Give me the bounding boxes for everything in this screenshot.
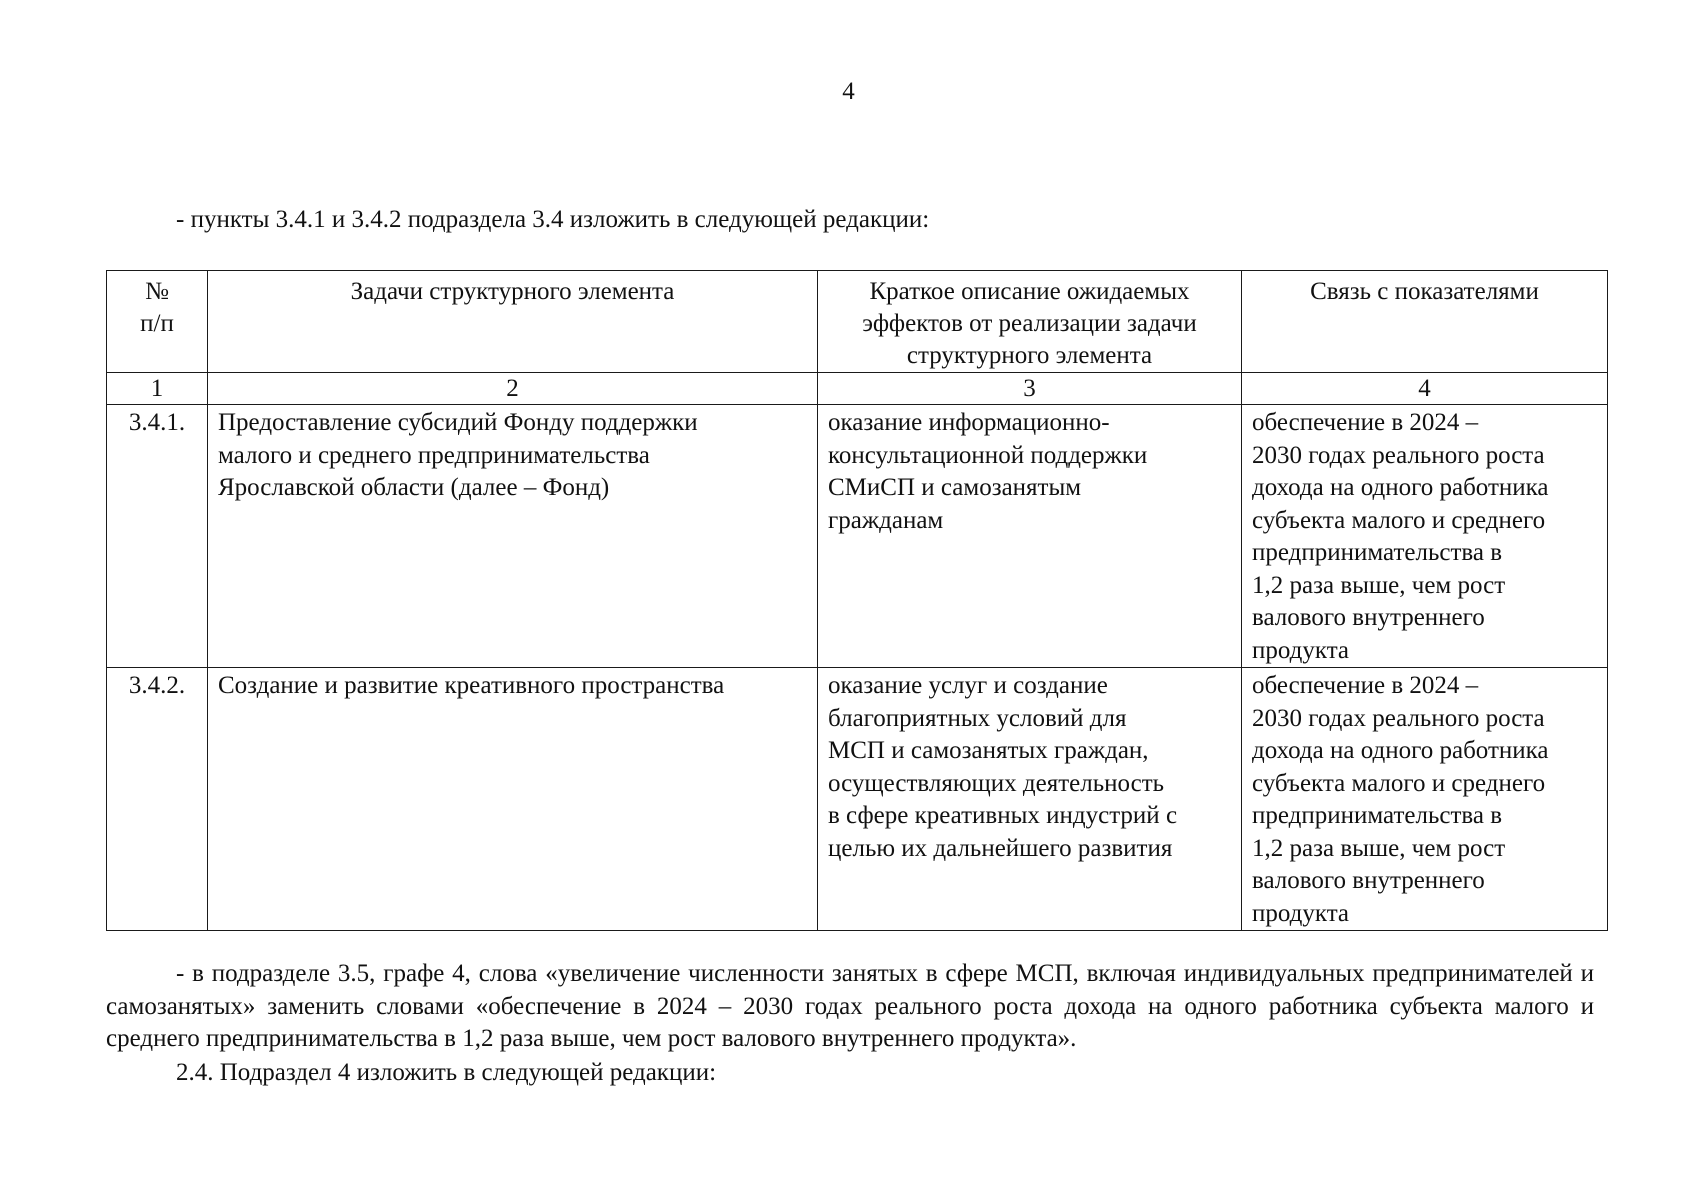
row-indicators	[1242, 668, 1608, 931]
header-number	[107, 271, 208, 373]
column-number: 2	[208, 373, 818, 405]
text-line: в сфере креативных индустрий с	[828, 802, 1178, 829]
text-line: продукта	[1252, 899, 1350, 927]
text-line: оказание информационно-	[828, 409, 1110, 436]
table-row	[107, 668, 1608, 931]
column-number: 1	[107, 373, 208, 405]
text-line: 2030 годах реального роста	[1252, 704, 1545, 732]
text-line: осуществляющих деятельность	[828, 769, 1165, 797]
header-tasks	[208, 271, 818, 373]
column-number: 4	[1242, 373, 1608, 405]
text-line: Ярославской области (далее – Фонд)	[218, 474, 610, 501]
text-line: Предоставление субсидий Фонду поддержки	[218, 409, 698, 436]
text-line: предпринимательства в	[1252, 539, 1503, 566]
text-line: гражданам	[828, 506, 944, 534]
table-row	[107, 405, 1608, 668]
header-number-line: п/п	[140, 310, 174, 337]
text-line: продукта	[1252, 636, 1350, 664]
header-tasks-line: Задачи структурного элемента	[350, 278, 675, 305]
row-effects	[818, 668, 1242, 931]
text-line: консультационной поддержки	[828, 441, 1148, 469]
row-number: 3.4.2.	[107, 668, 208, 931]
header-effects-line: эффектов от реализации задачи	[862, 310, 1197, 337]
section-paragraph: 2.4. Подраздел 4 изложить в следующей редакции:	[176, 1059, 717, 1086]
header-effects-line: структурного элемента	[906, 342, 1153, 369]
header-effects-line: Краткое описание ожидаемых	[869, 278, 1190, 305]
text-line: 1,2 раза выше, чем рост	[1252, 834, 1506, 862]
text-line: оказание услуг и создание	[828, 672, 1108, 699]
text-line: обеспечение в 2024 –	[1252, 672, 1479, 699]
row-task	[208, 668, 818, 931]
row-task	[208, 405, 818, 668]
tasks-table	[106, 270, 1608, 931]
text-line: 2030 годах реального роста	[1252, 441, 1545, 469]
table-header-row	[107, 271, 1608, 373]
amendment-paragraph: - в подразделе 3.5, графе 4, слова «увеличение численности занятых в сфере МСП, включая индивидуальных предпринимателей и самозанятых» заменить словами «обеспечение в 2024 – 2030 годах реального роста дохода на одного работника субъекта малого и среднего предпринимательства в 1,2 раза выше, чем рост валового внутреннего продукта».	[106, 960, 1594, 1052]
text-line: Создание и развитие креативного пространства	[218, 672, 725, 699]
header-number-line: №	[145, 278, 169, 305]
column-numbers-row	[107, 373, 1608, 405]
text-line: малого и среднего предпринимательства	[218, 441, 650, 469]
text-line: 1,2 раза выше, чем рост	[1252, 571, 1506, 599]
text-line: субъекта малого и среднего	[1252, 506, 1546, 534]
text-line: валового внутреннего	[1252, 604, 1485, 631]
page-number: 4	[842, 78, 855, 105]
column-number: 3	[818, 373, 1242, 405]
row-number: 3.4.1.	[107, 405, 208, 668]
header-indicators	[1242, 271, 1608, 373]
text-line: СМиСП и самозанятым	[828, 474, 1082, 501]
intro-text: - пункты 3.4.1 и 3.4.2 подраздела 3.4 изложить в следующей редакции:	[176, 206, 930, 233]
text-line: МСП и самозанятых граждан,	[828, 737, 1149, 764]
text-line: дохода на одного работника	[1252, 737, 1549, 764]
header-effects	[818, 271, 1242, 373]
text-line: обеспечение в 2024 –	[1252, 409, 1479, 436]
header-indicators-line: Связь с показателями	[1310, 278, 1539, 305]
text-line: дохода на одного работника	[1252, 474, 1549, 501]
row-effects	[818, 405, 1242, 668]
text-line: субъекта малого и среднего	[1252, 769, 1546, 797]
text-line: благоприятных условий для	[828, 704, 1127, 732]
text-line: целью их дальнейшего развития	[828, 834, 1173, 862]
text-line: предпринимательства в	[1252, 802, 1503, 829]
text-line: валового внутреннего	[1252, 867, 1485, 894]
row-indicators	[1242, 405, 1608, 668]
